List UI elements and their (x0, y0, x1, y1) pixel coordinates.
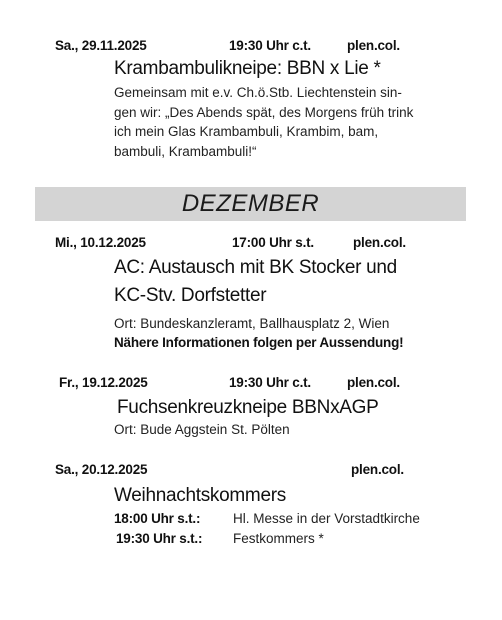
event-time: 19:30 Uhr c.t. (229, 38, 311, 53)
schedule-item: Festkommers * (233, 531, 324, 546)
event-title-line-2: KC-Stv. Dorfstetter (114, 285, 267, 306)
month-header: DEZEMBER (181, 190, 320, 217)
month-header-band (35, 187, 466, 221)
description-line: gen wir: „Des Abends spät, des Morgens früh trink (114, 104, 414, 120)
event-title: Fuchsenkreuzkneipe BBNxAGP (117, 397, 379, 418)
event-date: Mi., 10.12.2025 (55, 235, 146, 250)
event-title: Weihnachtskommers (114, 485, 286, 506)
event-location: Ort: Bundeskanzleramt, Ballhausplatz 2, Wien (114, 316, 390, 331)
schedule-time: 19:30 Uhr s.t.: (116, 531, 203, 546)
event-dress-code: plen.col. (351, 462, 404, 477)
event-note: Nähere Informationen folgen per Aussendung! (114, 335, 404, 350)
event-dress-code: plen.col. (347, 38, 400, 53)
event-date: Sa., 20.12.2025 (55, 462, 148, 477)
event-dress-code: plen.col. (353, 235, 406, 250)
event-date: Fr., 19.12.2025 (59, 375, 148, 390)
event-dress-code: plen.col. (347, 375, 400, 390)
event-location: Ort: Bude Aggstein St. Pölten (114, 422, 290, 437)
description-line: ich mein Glas Krambambuli, Krambim, bam, (114, 124, 379, 139)
schedule-item: Hl. Messe in der Vorstadtkirche (233, 511, 420, 526)
event-time: 19:30 Uhr c.t. (229, 375, 311, 390)
description-line: bambuli, Krambambuli!“ (114, 143, 257, 159)
schedule-time: 18:00 Uhr s.t.: (114, 511, 201, 526)
event-title: Krambambulikneipe: BBN x Lie * (114, 58, 381, 79)
event-time: 17:00 Uhr s.t. (232, 235, 314, 250)
description-line: Gemeinsam mit e.v. Ch.ö.Stb. Liechtenstein sin- (114, 85, 402, 100)
event-description (114, 83, 413, 161)
event-date: Sa., 29.11.2025 (55, 38, 147, 53)
event-title-line-1: AC: Austausch mit BK Stocker und (114, 257, 397, 278)
